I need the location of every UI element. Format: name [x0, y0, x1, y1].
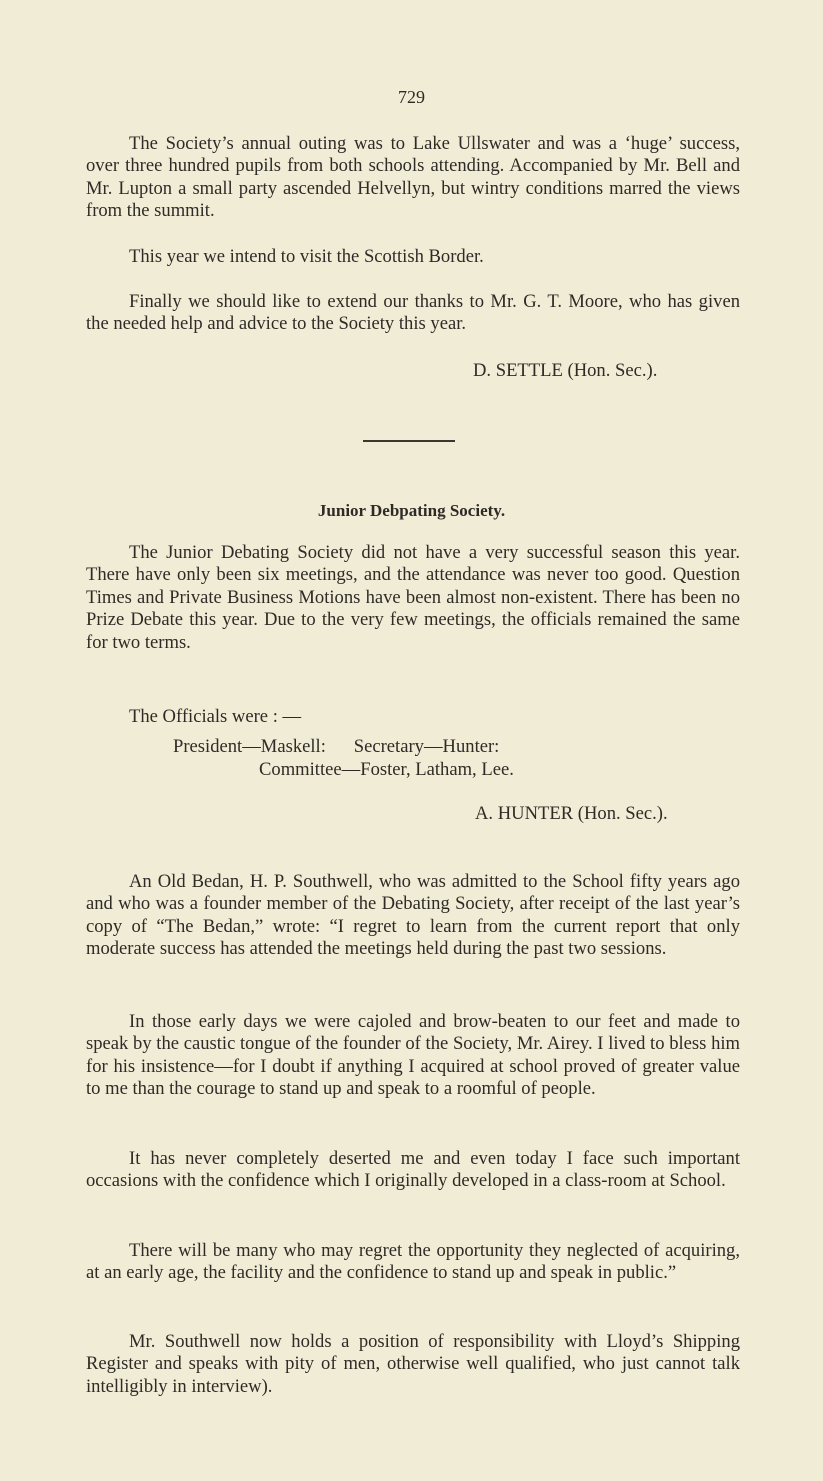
old-bedan-text-5: Mr. Southwell now holds a position of responsibility with Lloyd’s Shipping Register and speaks with pity of men, otherwise well qualified, who just cannot talk intelligibly in interview). [86, 1331, 740, 1397]
junior-debating-text: The Junior Debating Society did not have a very successful season this year. There have only been six meetings, and the attendance was never too good. Question Times and Private Business Motions have been almost non-existent. There has been no Prize Debate this year. Due to the very few meetings, the officials remained the same for two terms. [86, 542, 740, 653]
section-divider [363, 440, 455, 442]
outing-paragraph-text: The Society’s annual outing was to Lake Ullswater and was a ‘huge’ success, over three hundred pupils from both schools attending. Accompanied by Mr. Bell and Mr. Lupton a small party ascended Helvellyn, but wintry conditions marred the views from the summit. [86, 133, 740, 222]
page-number: 729 [398, 87, 425, 107]
old-bedan-paragraph-3 [86, 1148, 740, 1193]
old-bedan-paragraph-2 [86, 1011, 740, 1101]
old-bedan-text-4: There will be many who may regret the opportunity they neglected of acquiring, at an early age, the facility and the confidence to stand up and speak in public.” [86, 1240, 740, 1284]
border-visit-paragraph [86, 246, 740, 268]
thanks-text: Finally we should like to extend our thanks to Mr. G. T. Moore, who has given the needed help and advice to the Society this year. [86, 291, 740, 335]
officials-committee: Committee—Foster, Latham, Lee. [259, 759, 514, 780]
border-visit-text: This year we intend to visit the Scottish Border. [129, 246, 484, 267]
old-bedan-paragraph-4 [86, 1240, 740, 1285]
settle-signature: D. SETTLE (Hon. Sec.). [473, 360, 658, 381]
officials-intro: The Officials were : — [129, 706, 302, 727]
old-bedan-paragraph-5 [86, 1331, 740, 1398]
thanks-paragraph [86, 291, 740, 336]
old-bedan-paragraph-1 [86, 871, 740, 961]
officials-president-secretary: President—Maskell: Secretary—Hunter: [173, 736, 500, 757]
old-bedan-text-3: It has never completely deserted me and even today I face such important occasions with the confidence which I originally developed in a class-room at School. [86, 1148, 740, 1192]
old-bedan-text-1: An Old Bedan, H. P. Southwell, who was admitted to the School fifty years ago and who was a founder member of the Debating Society, after receipt of the last year’s copy of “The Bedan,” wrote: “I regret to learn from the current report that only moderate success has attended the meetings held during the past two sessions. [86, 871, 740, 960]
junior-debating-paragraph [86, 542, 740, 654]
junior-debating-heading: Junior Debpating Society. [317, 501, 506, 520]
old-bedan-text-2: In those early days we were cajoled and brow-beaten to our feet and made to speak by the caustic tongue of the founder of the Society, Mr. Airey. I lived to bless him for his insistence—for I doubt if anything I acquired at school proved of greater value to me than the courage to stand up and speak to a roomful of people. [86, 1011, 740, 1100]
outing-paragraph [86, 133, 740, 223]
hunter-signature: A. HUNTER (Hon. Sec.). [475, 803, 668, 824]
